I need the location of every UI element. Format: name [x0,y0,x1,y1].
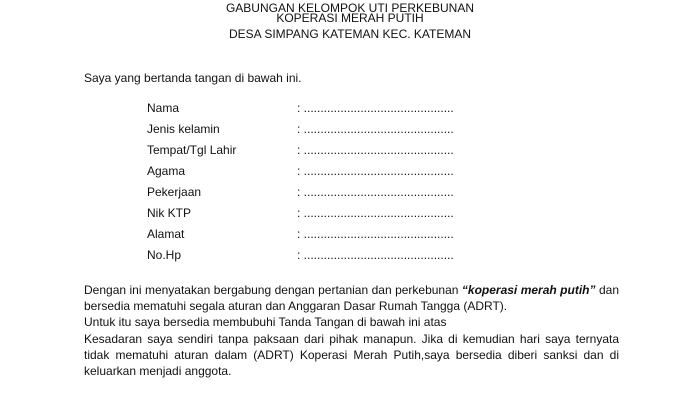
statement-text [84,282,619,379]
field-blank: : ............................................. [297,164,454,178]
form-fields [147,100,487,268]
field-row-no-hp [147,247,487,268]
field-row-alamat [147,226,487,247]
field-row-jenis-kelamin [147,121,487,142]
field-row-agama [147,163,487,184]
field-label: No.Hp [147,248,182,262]
field-label: Alamat [147,227,185,241]
cooperative-name-emphasis: “koperasi merah putih” [461,283,596,297]
header-cooperative: KOPERASI MERAH PUTIH [276,11,424,25]
statement-text-end: dan bersedia mematuhi segala aturan dan Anggaran Dasar Rumah Tangga (ADRT). [84,283,619,314]
field-blank: : ............................................. [297,101,454,115]
statement-text-start: Dengan ini menyatakan bergabung dengan pertanian dan perkebunan [84,283,462,297]
field-blank: : ............................................. [297,206,454,220]
field-row-tempat-tgl-lahir [147,142,487,163]
statement-paragraph-2: Untuk itu saya bersedia membubuhi Tanda Tangan di bawah ini atas [84,315,447,330]
field-label: Tempat/Tgl Lahir [147,143,237,157]
field-blank: : ............................................. [297,185,454,199]
field-blank: : ............................................. [297,122,454,136]
field-label: Nik KTP [147,206,192,220]
header-location: DESA SIMPANG KATEMAN KEC. KATEMAN [228,27,472,41]
field-label: Agama [147,164,186,178]
statement-paragraph-3: Kesadaran saya sendiri tanpa paksaan dari pihak manapun. Jika di kemudian hari saya ternyata tidak mematuhi aturan dalam (ADRT) Koperasi Merah Putih,saya bersedia diberi sanksi dan di keluarkan menjadi anggota. [84,331,619,379]
field-label: Pekerjaan [147,185,202,199]
field-row-nik-ktp [147,205,487,226]
field-label: Nama [147,101,180,115]
field-blank: : ............................................. [297,143,454,157]
field-row-nama [147,100,487,121]
header-organization: GABUNGAN KELOMPOK UTI PERKEBUNAN [225,1,475,15]
field-blank: : ............................................. [297,248,454,262]
field-label: Jenis kelamin [147,122,220,136]
intro-text: Saya yang bertanda tangan di bawah ini. [84,71,302,85]
field-blank: : ............................................. [297,227,454,241]
statement-paragraph-1 [84,282,619,314]
field-row-pekerjaan [147,184,487,205]
